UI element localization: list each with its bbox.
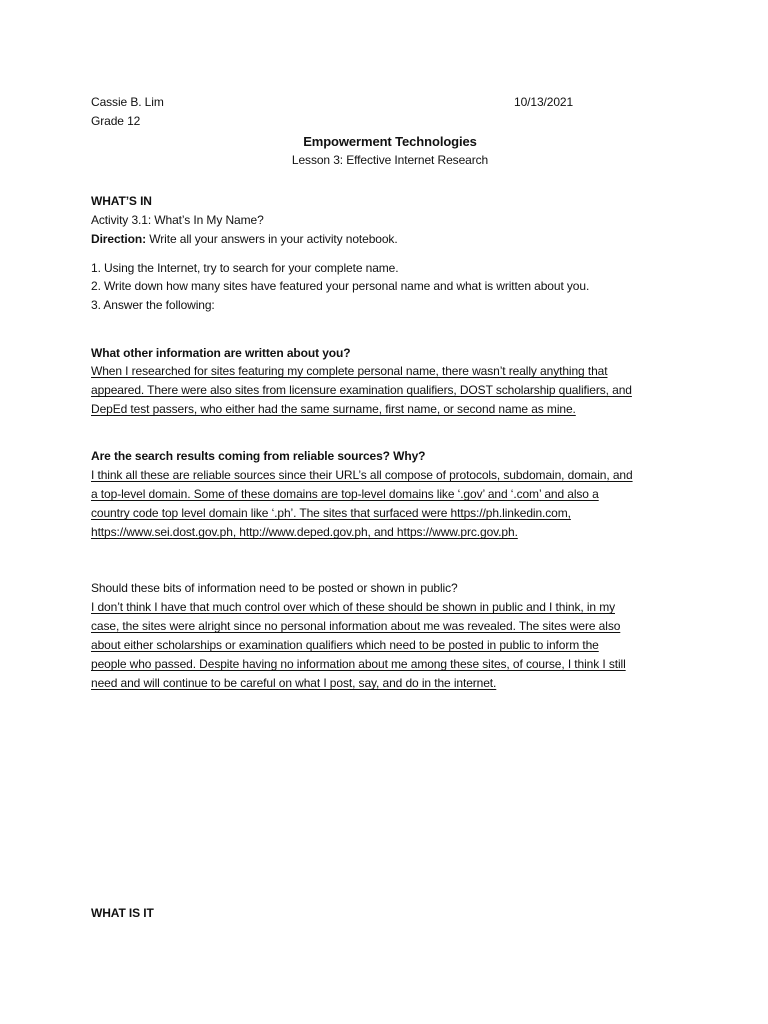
step-item: 1. Using the Internet, try to search for your complete name. bbox=[91, 261, 399, 275]
direction-label: Direction: bbox=[91, 232, 147, 246]
section-heading-whats-in: WHAT’S IN bbox=[91, 194, 152, 208]
step-item: 3. Answer the following: bbox=[91, 298, 215, 312]
answer-2-line: I think all these are reliable sources since their URL’s all compose of protocols, subdomain, domain, and bbox=[91, 468, 633, 482]
section-heading-what-is-it: WHAT IS IT bbox=[91, 906, 154, 920]
answer-3-line: case, the sites were alright since no personal information about me was revealed. The sites were also bbox=[91, 619, 621, 633]
activity-label: Activity 3.1: bbox=[91, 213, 152, 227]
step-item: 2. Write down how many sites have featured your personal name and what is written about you. bbox=[91, 279, 590, 293]
answer-3-line: need and will continue to be careful on what I post, say, and do in the internet. bbox=[91, 676, 497, 690]
direction-text: Write all your answers in your activity notebook. bbox=[146, 232, 398, 246]
answer-3-line: about either scholarships or examination qualifiers which need to be posted in public to inform the bbox=[91, 638, 599, 652]
answer-3-line: people who passed. Despite having no information about me among these sites, of course, I think I still bbox=[91, 657, 626, 671]
answer-1-line: When I researched for sites featuring my complete personal name, there wasn’t really anything that bbox=[91, 364, 608, 378]
student-name: Cassie B. Lim bbox=[91, 95, 164, 109]
activity-line bbox=[91, 211, 264, 229]
answer-1-line: appeared. There were also sites from licensure examination qualifiers, DOST scholarship qualifiers, and bbox=[91, 383, 632, 397]
answer-2-line: https://www.sei.dost.gov.ph, http://www.deped.gov.ph, and https://www.prc.gov.ph. bbox=[91, 525, 518, 539]
question-1: What other information are written about you? bbox=[91, 346, 351, 360]
lesson-title: Lesson 3: Effective Internet Research bbox=[291, 153, 489, 167]
answer-2-line: a top-level domain. Some of these domains are top-level domains like ‘.gov’ and ‘.com’ and also a bbox=[91, 487, 599, 501]
answer-2-line: country code top level domain like ‘.ph’. The sites that surfaced were https://ph.linkedin.com, bbox=[91, 506, 571, 520]
answer-3-line: I don’t think I have that much control over which of these should be shown in public and I think, in my bbox=[91, 600, 615, 614]
question-3: Should these bits of information need to be posted or shown in public? bbox=[91, 581, 458, 595]
answer-1-line: DepEd test passers, who either had the same surname, first name, or second name as mine. bbox=[91, 402, 576, 416]
activity-title: What’s In My Name? bbox=[151, 213, 264, 227]
subject-title: Empowerment Technologies bbox=[303, 134, 477, 149]
direction-line bbox=[91, 230, 398, 248]
document-date: 10/13/2021 bbox=[514, 95, 574, 109]
student-grade: Grade 12 bbox=[91, 114, 141, 128]
question-2: Are the search results coming from reliable sources? Why? bbox=[91, 449, 426, 463]
